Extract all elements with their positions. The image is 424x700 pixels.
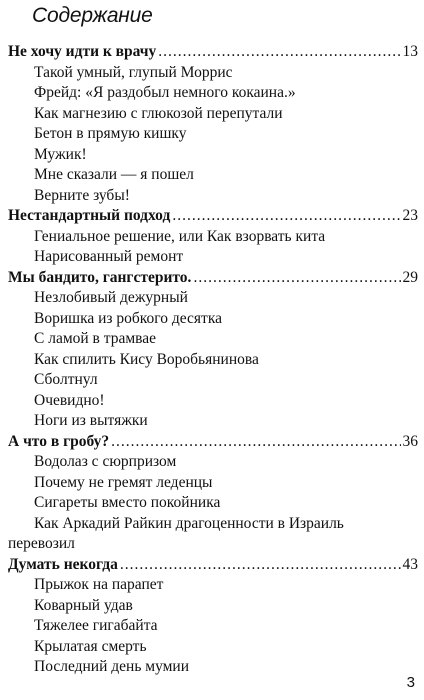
toc-story-entry: Мужик! [34,145,87,163]
toc-story-entry: Верните зубы! [34,186,130,204]
dot-leader [172,206,400,227]
page-number: 3 [406,674,415,691]
toc-story-entry: Бетон в прямую кишку [34,125,187,142]
toc-story-entry: Сигареты вместо покойника [34,494,221,511]
chapter-page-number: 43 [402,555,418,573]
toc-chapter-entry [8,206,418,227]
toc-story-entry: Очевидно! [34,391,105,409]
toc-story-entry: Такой умный, глупый Моррис [34,63,233,81]
toc-story-entry: Мне сказали — я пошел [34,166,194,183]
toc-story-entry: Незлобивый дежурный [34,289,188,306]
toc-story-entry: Нарисованный ремонт [34,248,184,265]
chapter-page-number: 23 [402,207,418,224]
toc-story-entry: Прыжок на парапет [34,576,164,593]
toc-story-entry: Водолаз с сюрпризом [34,453,177,470]
toc-story-entry: Почему не гремят леденцы [34,473,213,491]
chapter-title: Нестандартный подход [8,207,171,224]
toc-chapter-entry [8,42,418,63]
toc-story-entry: С ламой в трамвае [34,330,157,347]
page-title: Содержание [32,4,153,27]
dot-leader [193,268,400,289]
toc-story-entry: Крылатая смерть [34,637,147,655]
chapter-page-number: 29 [402,268,418,286]
chapter-title: А что в гробу? [8,432,110,450]
toc-story-entry: Воришка из робкого десятка [34,309,222,327]
toc-story-entry: Ноги из вытяжки [34,412,148,429]
toc-story-entry: Как Аркадий Райкин драгоценности в Израиль [34,514,344,532]
table-of-contents [8,42,418,678]
toc-story-entry: Последний день мумии [34,658,190,675]
toc-story-entry: Фрейд: «Я раздобыл немного кокаина.» [34,84,296,101]
toc-story-entry: Коварный удав [34,596,133,614]
toc-story-entry: Гениальное решение, или Как взорвать кита [34,227,326,245]
toc-story-continuation: перевозил [8,535,75,552]
chapter-title: Думать некогда [8,555,118,573]
toc-chapter-entry [8,555,418,576]
chapter-title: Не хочу идти к врачу [8,43,157,60]
toc-story-entry: Сболтнул [34,371,98,388]
dot-leader [120,555,401,576]
chapter-page-number: 13 [402,43,418,60]
dot-leader [158,42,400,63]
chapter-title: Мы бандито, гангстерито. [8,268,192,286]
dot-leader [111,432,400,453]
toc-story-entry: Как магнезию с глюкозой перепутали [34,104,283,122]
toc-story-entry: Как спилить Кису Воробьянинова [34,350,259,368]
chapter-page-number: 36 [402,432,418,450]
toc-chapter-entry [8,432,418,453]
toc-story-entry: Тяжелее гигабайта [34,617,158,634]
toc-chapter-entry [8,268,418,289]
